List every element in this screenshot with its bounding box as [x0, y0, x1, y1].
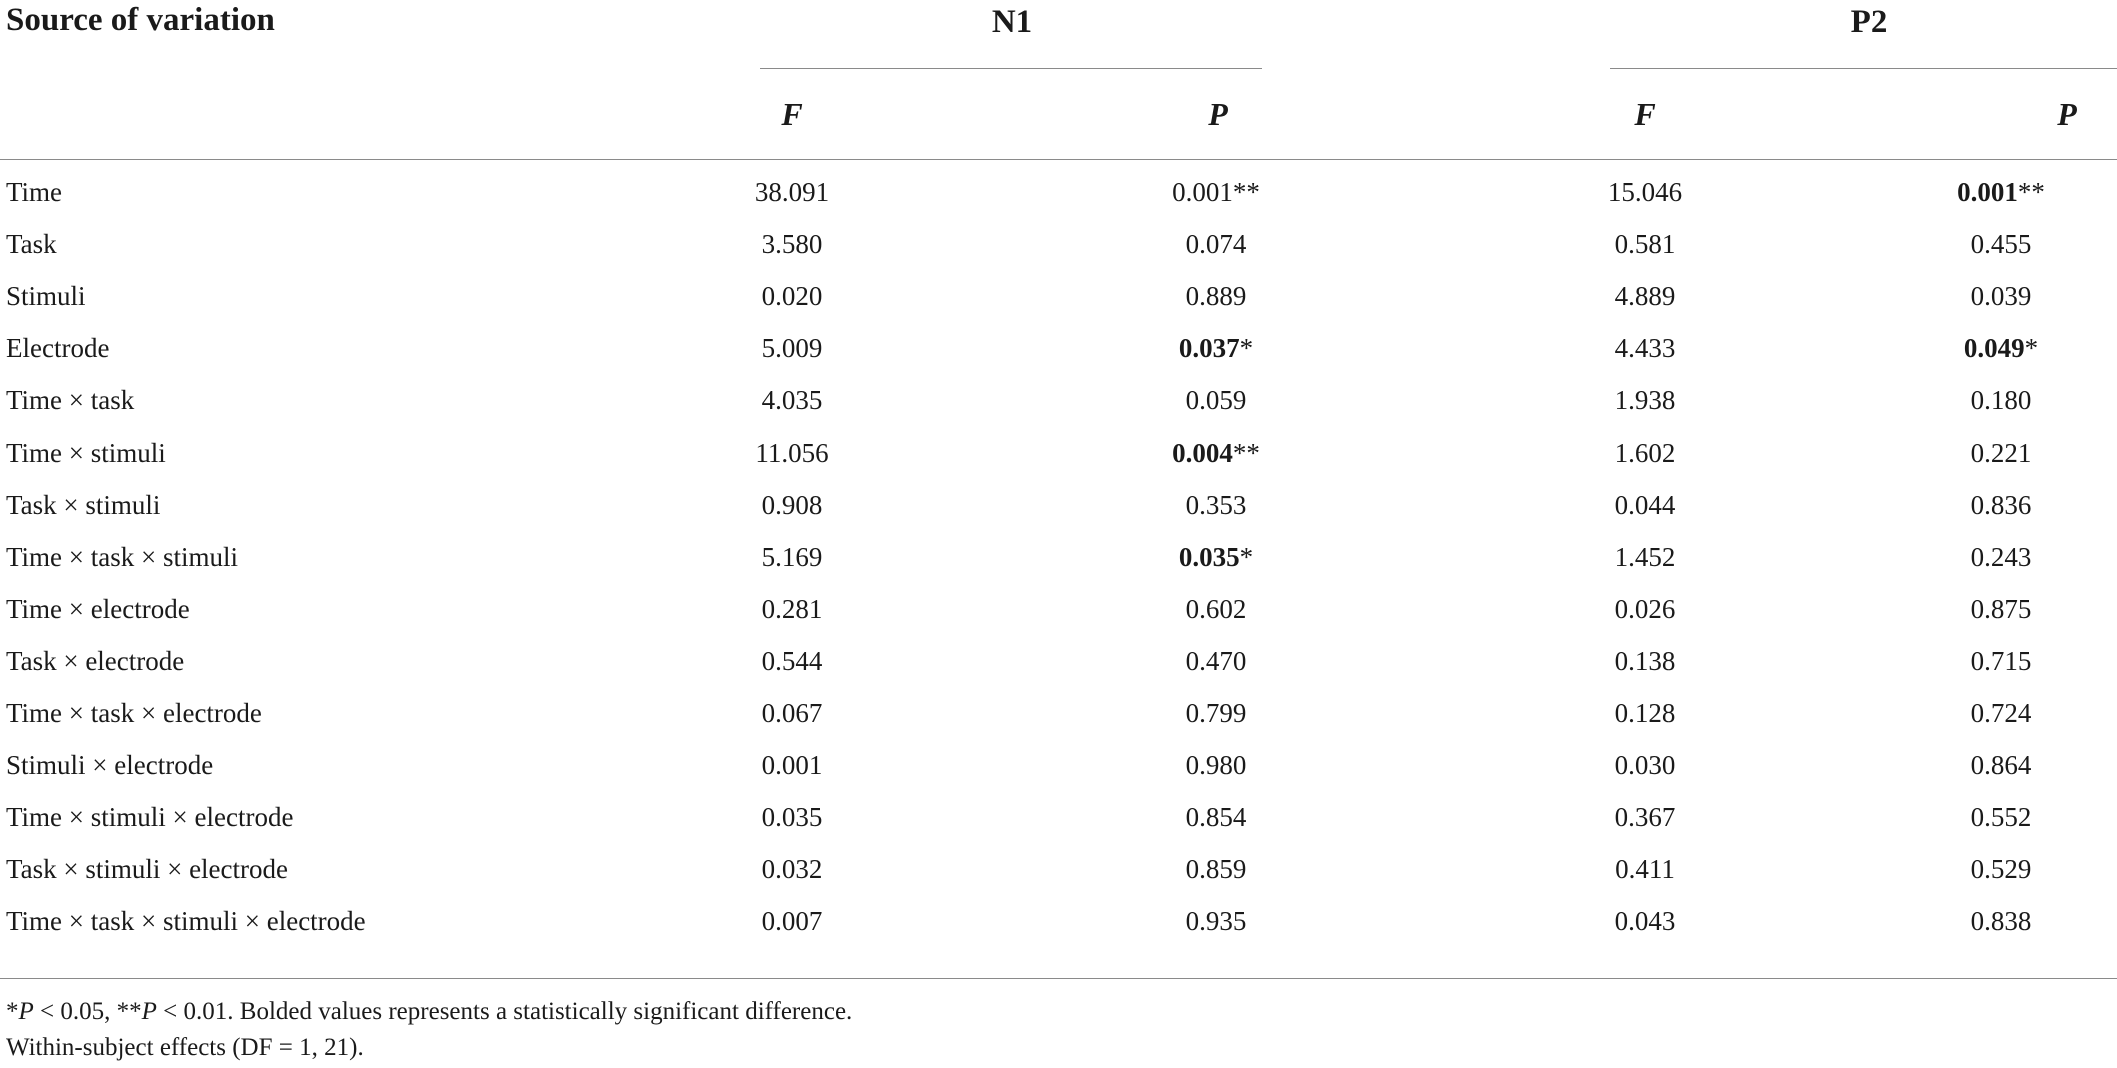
table-row [0, 687, 2117, 739]
n1-p-cell-value: 0.935 [1185, 906, 1247, 937]
source-cell [6, 687, 262, 739]
source-cell [6, 739, 213, 791]
p2-p-cell-value: 0.836 [1970, 489, 2032, 520]
n1-f-cell [692, 374, 892, 426]
n1-group-header: N1 [991, 4, 1033, 40]
n1-f-cell [692, 843, 892, 895]
p2-f-cell-value: 0.411 [1615, 854, 1675, 885]
p2-f-cell-value: 0.128 [1614, 698, 1676, 728]
table-row [0, 374, 2117, 426]
n1-f-cell-value: 11.056 [755, 437, 829, 468]
table-row [0, 427, 2117, 479]
n1-f-cell-value: 0.007 [761, 906, 823, 937]
n1-f-cell [692, 739, 892, 791]
n1-p-cell-value: 0.889 [1185, 281, 1247, 312]
source-cell-value: Task × stimuli [6, 489, 161, 520]
p2-f-cell [1545, 322, 1745, 374]
p2-f-cell-value: 4.889 [1614, 281, 1676, 312]
p2-f-cell [1545, 166, 1745, 218]
n1-p-cell [1116, 635, 1316, 687]
table-row [0, 479, 2117, 531]
n1-p-cell [1116, 687, 1316, 739]
source-cell [6, 895, 366, 947]
n1-p-cell-value: 0.854 [1185, 802, 1247, 833]
source-cell-value: Stimuli × electrode [6, 750, 214, 781]
n1-p-cell [1116, 843, 1316, 895]
n1-f-cell-value: 0.032 [761, 854, 823, 885]
p2-p-cell-value: 0.529 [1970, 854, 2032, 885]
n1-p-cell [1116, 322, 1316, 374]
n1-p-cell-value: 0.004 [1172, 437, 1233, 468]
p2-p-cell-value: 0.455 [1970, 229, 2032, 260]
source-cell-value: Electrode [6, 333, 110, 364]
p2-f-cell [1545, 739, 1745, 791]
p2-p-cell-value: 0.724 [1970, 698, 2032, 728]
p2-p-cell-significance-mark: ** [2017, 177, 2045, 207]
n1-p-cell-value: 0.799 [1185, 698, 1247, 728]
n1-p-cell [1116, 583, 1316, 635]
n1-p-cell [1116, 270, 1316, 322]
table-bottom-rule [0, 978, 2117, 979]
source-cell-value: Task × electrode [6, 645, 185, 676]
n1-f-cell-value: 0.020 [761, 281, 823, 312]
n1-f-cell-value: 0.001 [761, 750, 823, 781]
n1-f-cell-value: 38.091 [754, 177, 830, 207]
n1-f-cell-value: 0.544 [761, 645, 823, 676]
p2-f-cell-value: 4.433 [1614, 333, 1676, 364]
n1-f-column-header: F [781, 96, 803, 132]
p2-f-cell-value: 0.581 [1614, 229, 1676, 260]
n1-p-cell [1116, 218, 1316, 270]
n1-p-cell [1116, 166, 1316, 218]
n1-f-cell [692, 427, 892, 479]
table-row [0, 583, 2117, 635]
n1-f-cell [692, 166, 892, 218]
n1-p-cell [1116, 374, 1316, 426]
p2-p-cell [1901, 374, 2101, 426]
p2-p-cell-value: 0.039 [1970, 281, 2032, 312]
table-row [0, 531, 2117, 583]
p2-f-cell-value: 0.043 [1614, 906, 1676, 937]
source-cell [6, 843, 288, 895]
source-cell-value: Time × stimuli × electrode [6, 802, 294, 833]
p2-p-column-header: P [2057, 96, 2077, 132]
source-cell [6, 166, 62, 218]
n1-f-cell [692, 270, 892, 322]
p2-f-cell [1545, 895, 1745, 947]
n1-f-cell [692, 583, 892, 635]
n1-f-cell-value: 0.067 [761, 698, 823, 728]
n1-p-column-header: P [1208, 96, 1228, 132]
p2-f-cell [1545, 635, 1745, 687]
n1-p-cell [1116, 791, 1316, 843]
n1-p-cell [1116, 895, 1316, 947]
table-row [0, 270, 2117, 322]
p2-group-header: P2 [1850, 4, 1888, 40]
footnote-significance: *P < 0.05, **P < 0.01. Bolded values represents a statistically significant difference. [6, 998, 853, 1025]
n1-f-cell [692, 218, 892, 270]
n1-p-cell-value: 0.602 [1185, 593, 1247, 624]
p2-p-cell-value: 0.838 [1970, 906, 2032, 937]
table-row [0, 791, 2117, 843]
source-cell-value: Time × task [6, 385, 135, 416]
p2-p-cell-value: 0.180 [1970, 385, 2032, 416]
n1-p-cell-value: 0.059 [1185, 385, 1247, 416]
n1-f-cell [692, 791, 892, 843]
table-row [0, 739, 2117, 791]
p2-f-cell-value: 15.046 [1607, 177, 1683, 207]
p2-p-cell [1901, 739, 2101, 791]
p2-p-cell [1901, 531, 2101, 583]
n1-p-cell-significance-mark: * [1239, 333, 1254, 364]
n1-f-cell-value: 4.035 [761, 385, 823, 416]
p2-p-cell [1901, 218, 2101, 270]
table-row [0, 166, 2117, 218]
p2-f-cell-value: 1.938 [1614, 385, 1676, 416]
n1-f-cell [692, 479, 892, 531]
n1-f-cell-value: 0.908 [761, 489, 823, 520]
source-cell [6, 374, 134, 426]
source-cell-value: Task × stimuli × electrode [6, 854, 288, 885]
source-cell [6, 583, 190, 635]
p2-f-cell [1545, 427, 1745, 479]
p2-f-cell-value: 0.026 [1614, 593, 1676, 624]
p2-f-cell [1545, 843, 1745, 895]
footnote-within-subject: Within-subject effects (DF = 1, 21). [6, 1034, 364, 1061]
n1-f-cell-value: 0.281 [761, 593, 823, 624]
n1-p-cell-significance-mark: * [1239, 541, 1254, 572]
p2-f-cell [1545, 531, 1745, 583]
p2-p-cell-significance-mark: * [2024, 333, 2039, 364]
p2-f-cell [1545, 791, 1745, 843]
source-cell [6, 531, 238, 583]
n1-f-cell [692, 322, 892, 374]
n1-group-underline [760, 68, 1262, 69]
p2-f-cell-value: 0.138 [1614, 645, 1676, 676]
p2-f-cell-value: 0.044 [1614, 489, 1676, 520]
p2-p-cell-value: 0.001 [1957, 177, 2018, 207]
p2-p-cell [1901, 270, 2101, 322]
n1-f-cell-value: 5.009 [761, 333, 823, 364]
p2-p-cell-value: 0.552 [1970, 802, 2032, 833]
source-cell-value: Time × electrode [6, 593, 190, 624]
n1-f-cell [692, 531, 892, 583]
p2-f-cell-value: 0.367 [1614, 802, 1676, 833]
n1-p-cell-value: 0.037 [1178, 333, 1240, 364]
p2-p-cell-value: 0.221 [1970, 437, 2032, 468]
source-cell [6, 479, 160, 531]
source-cell-value: Time [6, 177, 63, 207]
source-cell-value: Time × stimuli [6, 437, 166, 468]
n1-p-cell-value: 0.859 [1185, 854, 1247, 885]
p2-p-cell [1901, 843, 2101, 895]
source-cell-value: Time × task × stimuli × electrode [6, 906, 366, 937]
n1-p-cell-significance-mark: ** [1232, 177, 1260, 207]
n1-f-cell [692, 635, 892, 687]
source-of-variation-header: Source of variation [6, 2, 275, 38]
p2-f-cell [1545, 479, 1745, 531]
p2-f-cell-value: 1.602 [1614, 437, 1676, 468]
table-row [0, 322, 2117, 374]
n1-p-cell [1116, 531, 1316, 583]
p2-p-cell [1901, 166, 2101, 218]
n1-f-cell-value: 5.169 [761, 541, 823, 572]
p2-f-column-header: F [1634, 96, 1656, 132]
p2-p-cell [1901, 791, 2101, 843]
p2-p-cell-value: 0.715 [1970, 645, 2032, 676]
p2-p-cell-value: 0.049 [1963, 333, 2025, 364]
p2-p-cell [1901, 687, 2101, 739]
n1-p-cell [1116, 739, 1316, 791]
table-row [0, 218, 2117, 270]
p2-p-cell-value: 0.243 [1970, 541, 2032, 572]
table-row [0, 843, 2117, 895]
p2-f-cell [1545, 687, 1745, 739]
header-bottom-rule [0, 159, 2117, 160]
p2-p-cell [1901, 583, 2101, 635]
source-cell-value: Time × task × electrode [6, 698, 262, 728]
n1-p-cell-value: 0.353 [1185, 489, 1247, 520]
p2-group-underline [1610, 68, 2117, 69]
n1-p-cell-value: 0.001 [1172, 177, 1233, 207]
p2-p-cell [1901, 427, 2101, 479]
table-row [0, 635, 2117, 687]
n1-f-cell-value: 3.580 [761, 229, 823, 260]
source-cell [6, 635, 184, 687]
n1-p-cell-value: 0.980 [1185, 750, 1247, 781]
n1-p-cell-significance-mark: ** [1232, 437, 1260, 468]
p2-p-cell-value: 0.864 [1970, 750, 2032, 781]
p2-p-cell [1901, 322, 2101, 374]
n1-f-cell-value: 0.035 [761, 802, 823, 833]
p2-f-cell [1545, 218, 1745, 270]
p2-p-cell-value: 0.875 [1970, 593, 2032, 624]
n1-p-cell [1116, 427, 1316, 479]
source-cell-value: Task [6, 229, 57, 260]
source-cell-value: Stimuli [6, 281, 86, 312]
source-cell [6, 791, 293, 843]
p2-p-cell [1901, 635, 2101, 687]
n1-f-cell [692, 895, 892, 947]
source-cell [6, 270, 86, 322]
source-cell [6, 427, 166, 479]
p2-f-cell [1545, 583, 1745, 635]
source-cell [6, 322, 109, 374]
table-row [0, 895, 2117, 947]
p2-f-cell [1545, 374, 1745, 426]
n1-p-cell-value: 0.470 [1185, 645, 1247, 676]
p2-p-cell [1901, 479, 2101, 531]
p2-f-cell-value: 0.030 [1614, 750, 1676, 781]
n1-p-cell-value: 0.074 [1185, 229, 1247, 260]
n1-f-cell [692, 687, 892, 739]
p2-p-cell [1901, 895, 2101, 947]
p2-f-cell [1545, 270, 1745, 322]
n1-p-cell-value: 0.035 [1178, 541, 1240, 572]
source-cell [6, 218, 57, 270]
p2-f-cell-value: 1.452 [1614, 541, 1676, 572]
source-cell-value: Time × task × stimuli [6, 541, 238, 572]
n1-p-cell [1116, 479, 1316, 531]
